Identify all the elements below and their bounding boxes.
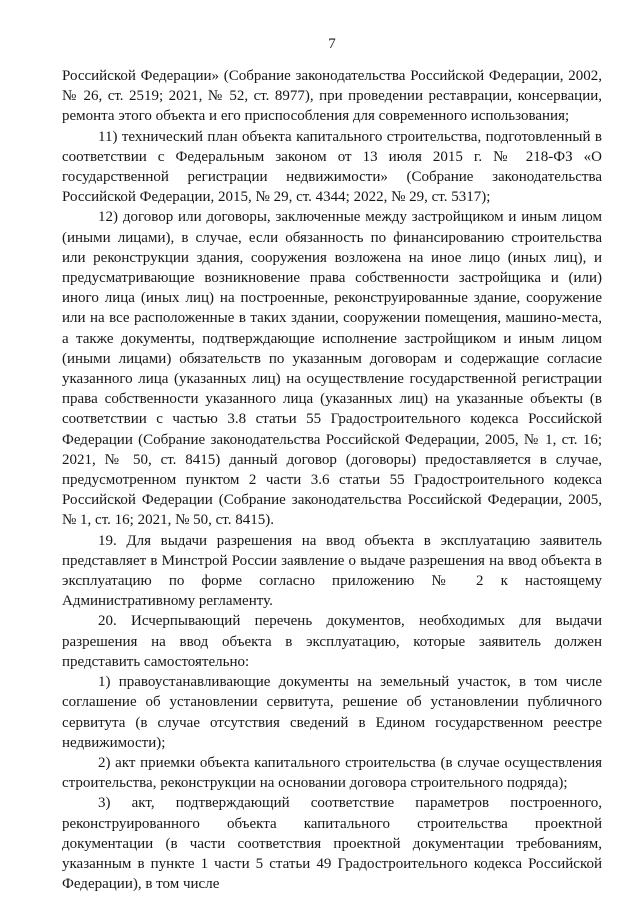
document-body <box>62 66 602 894</box>
paragraph-item-20-2: 2) акт приемки объекта капитального строительства (в случае осуществления строительства, реконструкции на основании договора строительного подряда); <box>62 754 602 792</box>
page-number: 7 <box>328 36 336 52</box>
paragraph-item-20-1: 1) правоустанавливающие документы на земельный участок, в том числе соглашение об установлении сервитута, решение об установлении публичного сервитута (в случае отсутствия сведений в Едином государственном реестре недвижимости); <box>62 674 602 751</box>
paragraph-item-19: 19. Для выдачи разрешения на ввод объекта в эксплуатацию заявитель представляет в Минстрой России заявление о выдаче разрешения на ввод объекта в эксплуатацию по форме согласно приложению № 2 к настоящему Административному регламенту. <box>62 532 602 610</box>
paragraph-item-20: 20. Исчерпывающий перечень документов, необходимых для выдачи разрешения на ввод объекта в эксплуатацию, которые заявитель должен представить самостоятельно: <box>62 613 602 670</box>
paragraph-continuation: Российской Федерации» (Собрание законодательства Российской Федерации, 2002, № 26, ст. 2519; 2021, № 52, ст. 8977), при проведении реставрации, консервации, ремонта этого объекта и его приспособления для современного использования; <box>62 68 602 125</box>
paragraph-item-20-3: 3) акт, подтверждающий соответствие параметров построенного, реконструированного объекта капитального строительства проектной документации (в части соответствия проектной документации требованиям, указанным в пункте 1 части 5 статьи 49 Градостроительного кодекса Российской Федерации), в том числе <box>62 795 602 893</box>
paragraph-item-12: 12) договор или договоры, заключенные между застройщиком и иным лицом (иными лицами), в случае, если обязанность по финансированию строительства или реконструкции здания, сооружения возложена на иное лицо (иных лиц), и предусматривающие возникновение права собственности застройщика и (или) иного лица (иных лиц) на построенные, реконструированные здание, сооружение или на все расположенные в таких здании, сооружении помещения, машино-места, а также документы, подтверждающие исполнение застройщиком и иным лицом (иными лицами) обязательств по указанным договорам и содержащие согласие указанного лица (указанных лиц) на осуществление государственной регистрации права собственности указанного лица (указанных лиц) на указанные объекты (в соответствии с частью 3.8 статьи 55 Градостроительного кодекса Российской Федерации (Собрание законодательства Российской Федерации, 2005, № 1, ст. 16; 2021, № 50, ст. 8415) данный договор (договоры) предоставляется в случае, предусмотренном пунктом 2 части 3.6 статьи 55 Градостроительного кодекса Российской Федерации (Собрание законодательства Российской Федерации, 2005, № 1, ст. 16; 2021, № 50, ст. 8415). <box>62 209 602 529</box>
paragraph-item-11: 11) технический план объекта капитального строительства, подготовленный в соответствии с Федеральным законом от 13 июля 2015 г. № 218-ФЗ «О государственной регистрации недвижимости» (Собрание законодательства Российской Федерации, 2015, № 29, ст. 4344; 2022, № 29, ст. 5317); <box>62 128 602 206</box>
